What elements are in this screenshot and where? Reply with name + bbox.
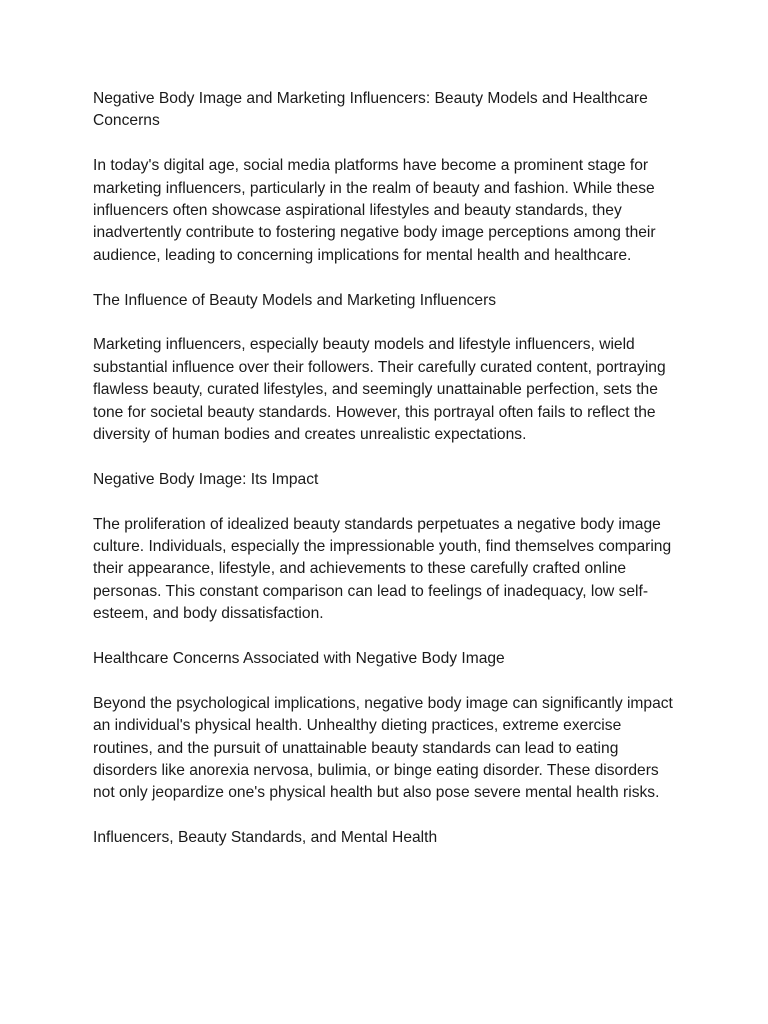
section-paragraph: Marketing influencers, especially beauty models and lifestyle influencers, wield substantial influence over their followers. Their carefully curated content, portraying flawless beauty, curated lifestyles, and seemingly unattainable perfection, sets the tone for societal beauty standards. However, this portrayal often fails to reflect the diversity of human bodies and creates unrealistic expectations. xyxy=(93,336,666,444)
section-heading: Influencers, Beauty Standards, and Mental Health xyxy=(93,829,438,847)
document-title: Negative Body Image and Marketing Influencers: Beauty Models and Healthcare Concerns xyxy=(93,90,648,130)
section-heading: Negative Body Image: Its Impact xyxy=(93,470,319,488)
section-paragraph: The proliferation of idealized beauty standards perpetuates a negative body image culture. Individuals, especially the impressionable youth, find themselves comparing their appearance, lifestyle, and achievements to these carefully crafted online personas. This constant comparison can lead to feelings of inadequacy, low self-esteem, and body dissatisfaction. xyxy=(93,515,672,623)
section-heading: Healthcare Concerns Associated with Negative Body Image xyxy=(93,650,505,668)
intro-paragraph: In today's digital age, social media platforms have become a prominent stage for marketing influencers, particularly in the realm of beauty and fashion. While these influencers often showcase aspirational lifestyles and beauty standards, they inadvertently contribute to fostering negative body image perceptions among their audience, leading to concerning implications for mental health and healthcare. xyxy=(93,157,656,264)
section-paragraph: Beyond the psychological implications, negative body image can significantly impact an individual's physical health. Unhealthy dieting practices, extreme exercise routines, and the pursuit of unattainable beauty standards can lead to eating disorders like anorexia nervosa, bulimia, or binge eating disorder. These disorders not only jeopardize one's physical health but also pose severe mental health risks. xyxy=(93,694,673,802)
section-heading: The Influence of Beauty Models and Marketing Influencers xyxy=(93,291,497,309)
document-body xyxy=(93,88,683,872)
